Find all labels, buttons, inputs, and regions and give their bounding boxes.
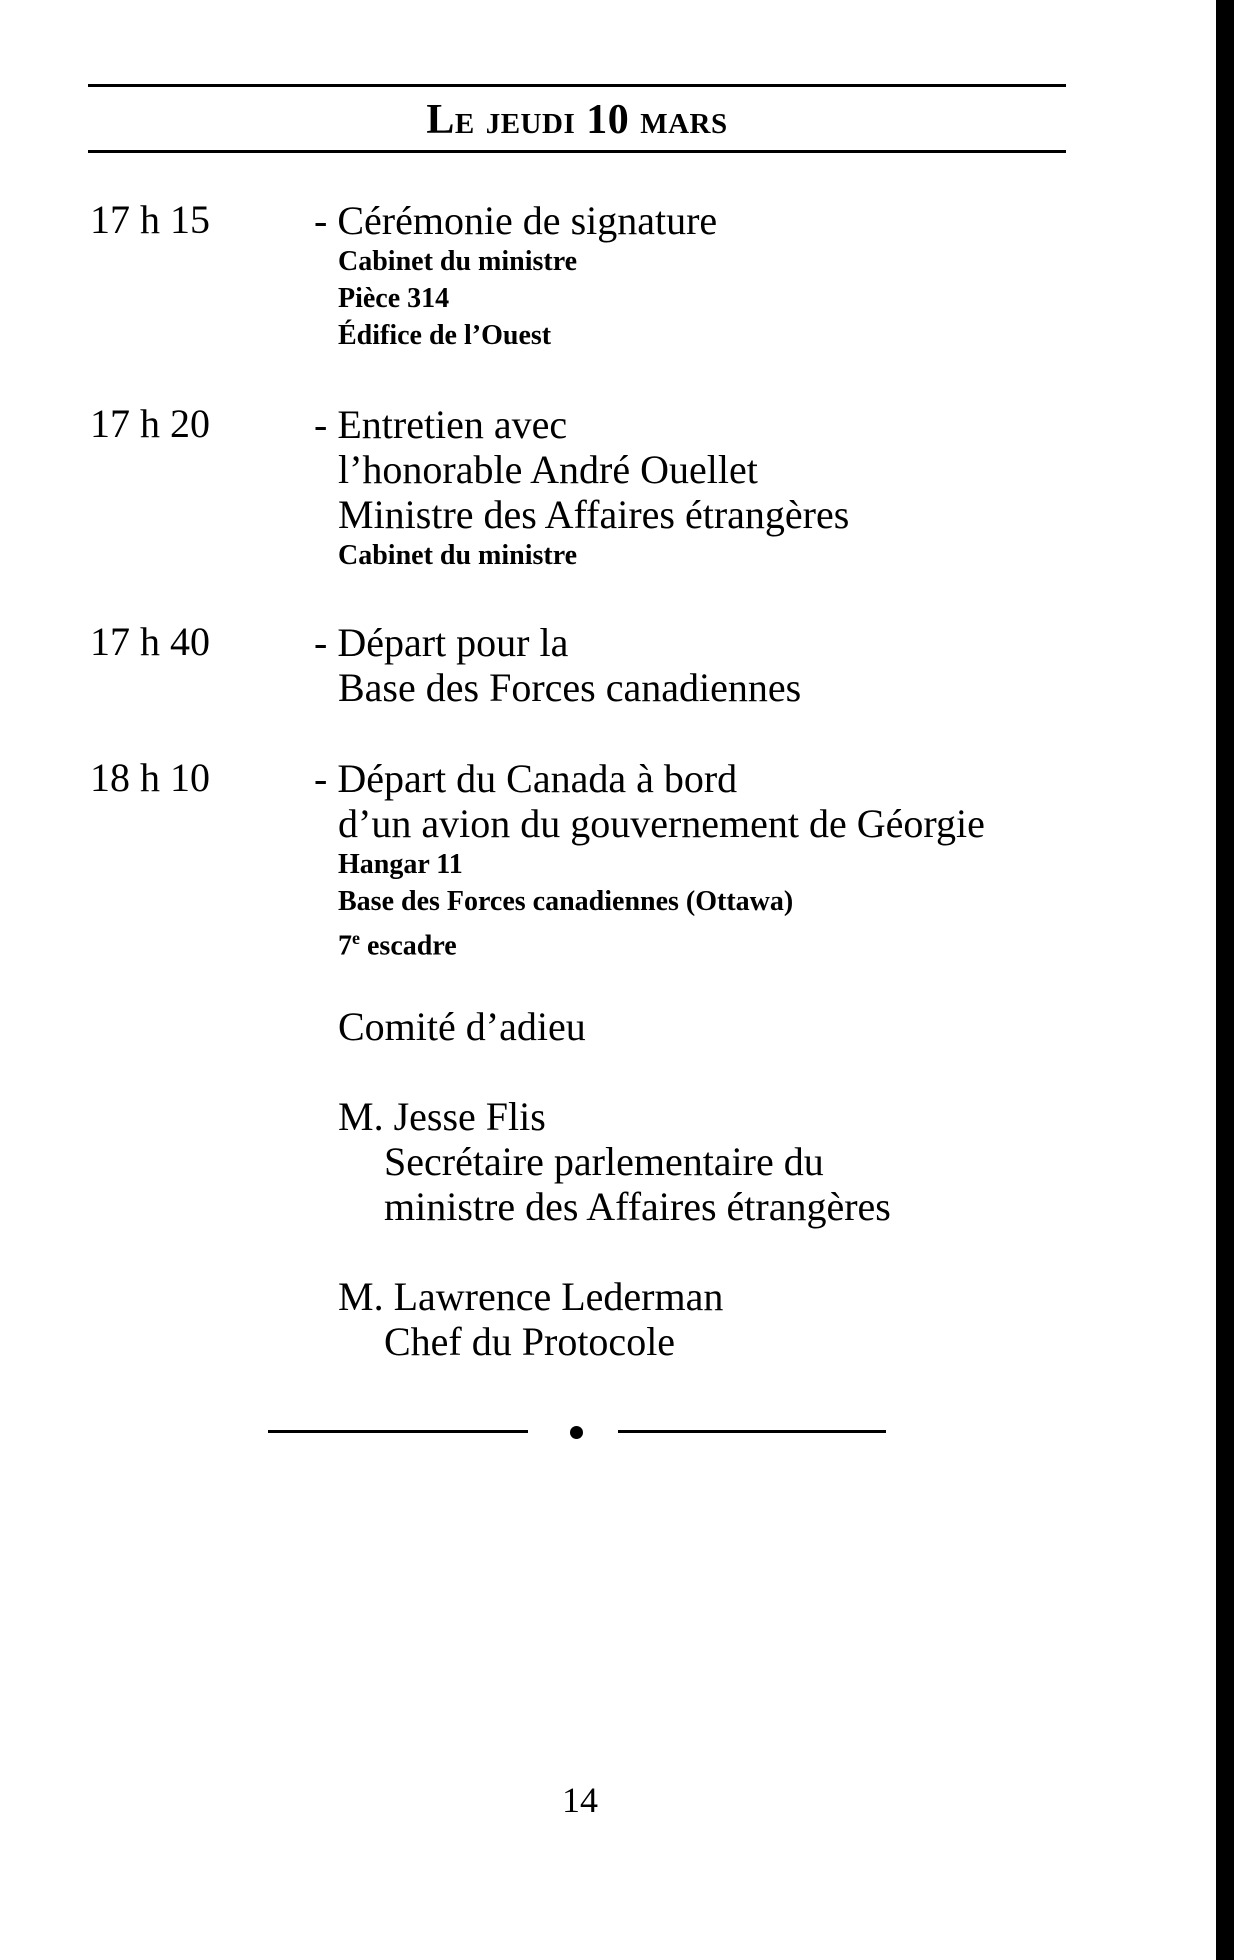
entry-title: - Départ pour la [314, 620, 569, 665]
entry-title: - Départ du Canada à bord [314, 756, 738, 801]
entry-time: 17 h 15 [90, 197, 210, 242]
entry-person-role: Ministre des Affaires étrangères [338, 492, 850, 537]
separator-dot [570, 1426, 583, 1439]
entry-building: Édifice de l’Ouest [338, 320, 552, 351]
farewell-person-role: Secrétaire parlementaire du [384, 1139, 824, 1184]
entry-body [314, 756, 1114, 964]
entry-base: Base des Forces canadiennes (Ottawa) [338, 886, 794, 917]
farewell-heading: Comité d’adieu [338, 1004, 586, 1049]
entry-body [314, 620, 1114, 710]
separator-line-right [618, 1430, 886, 1433]
page-title: Le jeudi 10 mars [426, 97, 728, 143]
separator-line-left [268, 1430, 528, 1433]
page-edge-bar [1216, 0, 1234, 1960]
entry-wing [314, 920, 1114, 964]
entry-title: - Entretien avec [314, 402, 568, 447]
entry-hangar: Hangar 11 [338, 849, 463, 880]
entry-person: l’honorable André Ouellet [338, 447, 758, 492]
farewell-person-role: ministre des Affaires étrangères [384, 1184, 891, 1229]
farewell-person-name: M. Jesse Flis [338, 1094, 546, 1139]
entry-location: Cabinet du ministre [338, 246, 578, 277]
entry-body [314, 402, 1114, 574]
wing-number: 7 [338, 930, 352, 962]
entry-title: - Cérémonie de signature [314, 198, 718, 243]
entry-destination: Base des Forces canadiennes [338, 665, 802, 710]
farewell-person-name: M. Lawrence Lederman [338, 1274, 724, 1319]
entry-body [314, 198, 1114, 354]
entry-time: 18 h 10 [90, 755, 210, 800]
header-rule-top [88, 84, 1066, 87]
entry-time: 17 h 20 [90, 401, 210, 446]
entry-time: 17 h 40 [90, 619, 210, 664]
page-number: 14 [562, 1780, 598, 1820]
farewell-person-role: Chef du Protocole [384, 1319, 676, 1364]
entry-location: Cabinet du ministre [338, 540, 578, 571]
wing-label: escadre [360, 930, 457, 962]
wing-ordinal-suffix: e [352, 928, 360, 948]
entry-aircraft: d’un avion du gouvernement de Géorgie [338, 801, 985, 846]
header-rule-bottom [88, 150, 1066, 153]
entry-room: Pièce 314 [338, 283, 450, 314]
